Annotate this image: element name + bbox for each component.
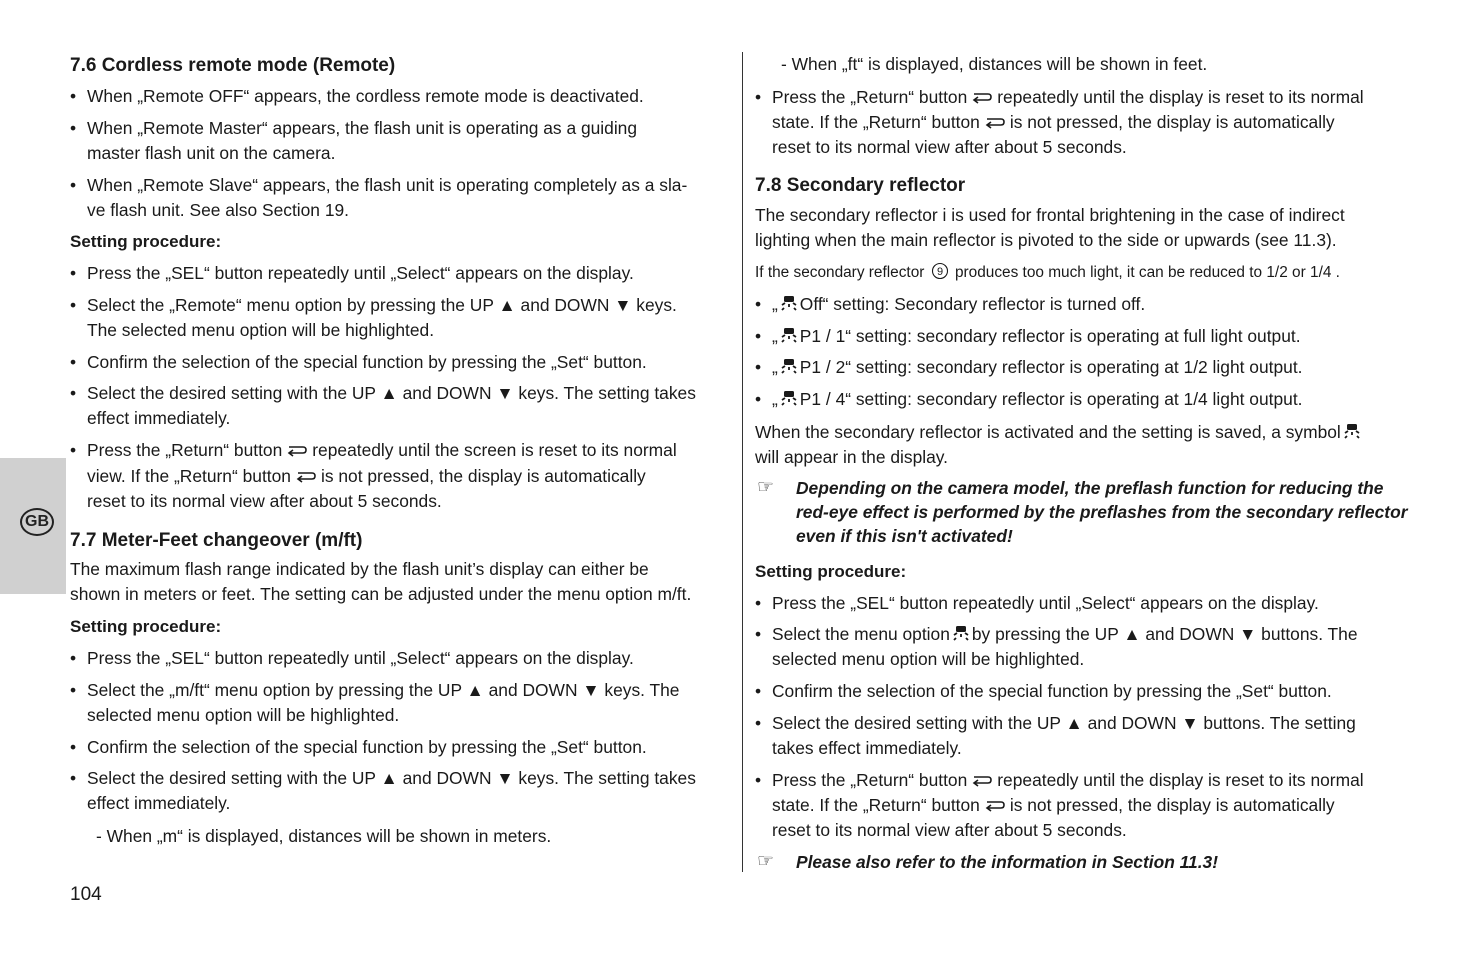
return-icon xyxy=(286,442,308,458)
list-item: • Press the „SEL“ button repeatedly until „Select“ appears on the display. xyxy=(70,261,730,286)
list-item-continuation: selected menu option will be highlighted. xyxy=(772,649,1085,669)
text-fragment: view. If the „Return“ button xyxy=(87,466,291,486)
note-line xyxy=(755,476,1420,500)
secondary-reflector-icon xyxy=(780,294,798,312)
list-item xyxy=(755,292,1420,317)
list-item xyxy=(755,85,1420,110)
list-item-continuation xyxy=(755,793,1420,818)
return-icon xyxy=(971,772,993,788)
setting-procedure-heading: Setting procedure: xyxy=(70,232,222,251)
list-item-continuation: master flash unit on the camera. xyxy=(87,143,336,163)
paragraph-line xyxy=(755,420,1420,445)
list-item: • When „Remote Slave“ appears, the flash unit is operating completely as a sla- xyxy=(70,173,730,198)
list-item xyxy=(70,438,730,463)
paragraph-line: shown in meters or feet. The setting can be adjusted under the menu option m/ft. xyxy=(70,584,692,604)
page-number: 104 xyxy=(70,884,102,905)
circled-number-icon xyxy=(931,262,949,280)
list-item: • Select the „Remote“ menu option by pressing the UP ▲ and DOWN ▼ keys. xyxy=(70,293,730,318)
list-item xyxy=(755,355,1420,380)
list-item-continuation: takes effect immediately. xyxy=(772,738,962,758)
text-fragment: by pressing the UP ▲ and DOWN ▼ buttons. The xyxy=(971,624,1358,644)
list-item: • Select the desired setting with the UP ▲ and DOWN ▼ keys. The setting takes xyxy=(70,766,730,791)
text-fragment: is not pressed, the display is automatically xyxy=(1009,112,1335,132)
circled-number: 9 xyxy=(936,266,943,278)
section-heading-7-6: 7.6 Cordless remote mode (Remote) xyxy=(70,55,396,76)
column-divider xyxy=(742,52,743,872)
list-item-continuation: effect immediately. xyxy=(87,408,231,428)
language-tab-label: GB xyxy=(20,508,54,536)
paragraph-line: The maximum flash range indicated by the flash unit’s display can either be xyxy=(70,559,649,579)
return-icon xyxy=(984,114,1006,130)
setting-procedure-heading: Setting procedure: xyxy=(70,617,222,636)
text-fragment: P1 / 2“ setting: secondary reflector is operating at 1/2 light output. xyxy=(799,357,1303,377)
open-quote: „ xyxy=(772,294,778,314)
list-item-continuation: ve flash unit. See also Section 19. xyxy=(87,200,349,220)
text-fragment: repeatedly until the display is reset to its normal xyxy=(997,770,1364,790)
list-item-continuation: reset to its normal view after about 5 seconds. xyxy=(87,491,442,511)
text-fragment: Please also refer to the information in Section 11.3! xyxy=(796,852,1218,872)
list-item: • Press the „SEL“ button repeatedly until „Select“ appears on the display. xyxy=(755,591,1420,616)
setting-procedure-heading: Setting procedure: xyxy=(755,562,907,581)
list-item: • Press the „SEL“ button repeatedly until „Select“ appears on the display. xyxy=(70,646,730,671)
paragraph-line: lighting when the main reflector is pivoted to the side or upwards (see 11.3). xyxy=(755,230,1337,250)
list-item: • Confirm the selection of the special function by pressing the „Set“ button. xyxy=(755,679,1420,704)
text-fragment: Press the „Return“ button xyxy=(772,87,968,107)
section-heading-7-7: 7.7 Meter-Feet changeover (m/ft) xyxy=(70,530,363,551)
list-item: • When „Remote Master“ appears, the flash unit is operating as a guiding xyxy=(70,116,730,141)
secondary-reflector-icon xyxy=(780,357,798,375)
list-item-continuation: The selected menu option will be highlighted. xyxy=(87,320,435,340)
list-item: • Confirm the selection of the special function by pressing the „Set“ button. xyxy=(70,350,730,375)
list-item-continuation xyxy=(70,464,730,489)
note-line xyxy=(755,850,1420,874)
text-fragment: Off“ setting: Secondary reflector is turned off. xyxy=(799,294,1146,314)
list-item-continuation: reset to its normal view after about 5 seconds. xyxy=(772,820,1127,840)
note-line: red-eye effect is performed by the preflashes from the secondary reflector xyxy=(796,502,1408,522)
return-icon xyxy=(295,468,317,484)
return-icon xyxy=(984,797,1006,813)
text-fragment: repeatedly until the screen is reset to its normal xyxy=(312,440,677,460)
secondary-reflector-icon xyxy=(952,624,970,642)
list-item-continuation: selected menu option will be highlighted. xyxy=(87,705,400,725)
return-icon xyxy=(971,89,993,105)
text-fragment: When the secondary reflector is activated and the setting is saved, a symbol xyxy=(755,422,1341,442)
text-fragment: If the secondary reflector xyxy=(755,264,925,281)
sub-item: - When „ft“ is displayed, distances will be shown in feet. xyxy=(781,54,1208,74)
secondary-reflector-icon xyxy=(780,326,798,344)
list-item xyxy=(755,622,1420,647)
paragraph-line: will appear in the display. xyxy=(755,447,949,467)
pointing-hand-icon: ☞ xyxy=(757,477,775,498)
paragraph-line xyxy=(755,260,1420,285)
open-quote: „ xyxy=(772,357,778,377)
text-fragment: Select the menu option xyxy=(772,624,950,644)
text-fragment: produces too much light, it can be reduced to 1/2 or 1/4 . xyxy=(954,264,1340,281)
secondary-reflector-icon xyxy=(780,389,798,407)
list-item-continuation: effect immediately. xyxy=(87,793,231,813)
text-fragment: P1 / 4“ setting: secondary reflector is operating at 1/4 light output. xyxy=(799,389,1303,409)
text-fragment: is not pressed, the display is automatically xyxy=(320,466,646,486)
list-item: • Select the „m/ft“ menu option by pressing the UP ▲ and DOWN ▼ keys. The xyxy=(70,678,730,703)
pointing-hand-icon: ☞ xyxy=(757,851,775,872)
text-fragment: P1 / 1“ setting: secondary reflector is operating at full light output. xyxy=(799,326,1301,346)
list-item-continuation: reset to its normal view after about 5 seconds. xyxy=(772,137,1127,157)
text-fragment: state. If the „Return“ button xyxy=(772,795,980,815)
section-heading-7-8: 7.8 Secondary reflector xyxy=(755,175,966,196)
paragraph-line: The secondary reflector i is used for frontal brightening in the case of indirect xyxy=(755,205,1345,225)
text-fragment: is not pressed, the display is automatically xyxy=(1009,795,1335,815)
list-item: • Select the desired setting with the UP ▲ and DOWN ▼ keys. The setting takes xyxy=(70,381,730,406)
list-item: • Confirm the selection of the special function by pressing the „Set“ button. xyxy=(70,735,730,760)
list-item: • When „Remote OFF“ appears, the cordless remote mode is deactivated. xyxy=(70,84,730,109)
text-fragment: repeatedly until the display is reset to its normal xyxy=(997,87,1364,107)
secondary-reflector-icon xyxy=(1343,422,1361,440)
text-fragment: Press the „Return“ button xyxy=(772,770,968,790)
list-item: • Select the desired setting with the UP ▲ and DOWN ▼ buttons. The setting xyxy=(755,711,1420,736)
list-item-continuation xyxy=(755,110,1420,135)
open-quote: „ xyxy=(772,389,778,409)
list-item xyxy=(755,387,1420,412)
open-quote: „ xyxy=(772,326,778,346)
sub-item: - When „m“ is displayed, distances will be shown in meters. xyxy=(96,826,552,846)
text-fragment: state. If the „Return“ button xyxy=(772,112,980,132)
note-line: even if this isn't activated! xyxy=(796,526,1013,546)
list-item xyxy=(755,324,1420,349)
list-item xyxy=(755,768,1420,793)
text-fragment: Depending on the camera model, the preflash function for reducing the xyxy=(796,478,1384,498)
text-fragment: Press the „Return“ button xyxy=(87,440,283,460)
